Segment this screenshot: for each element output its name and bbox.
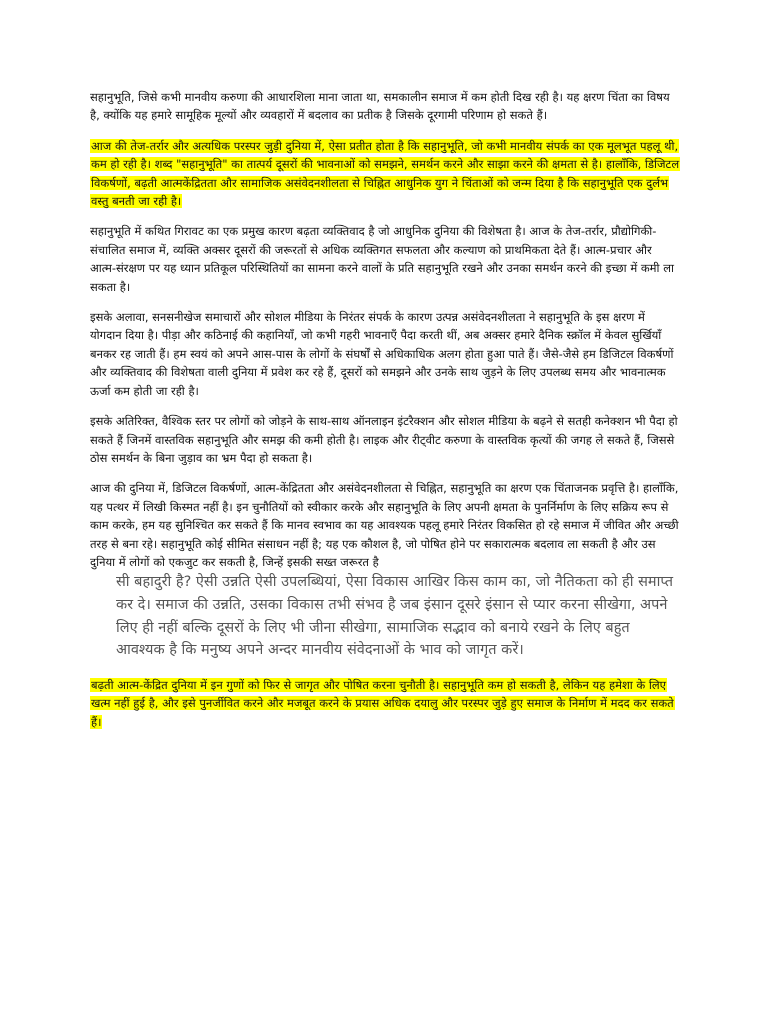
paragraph-final-highlighted [90, 676, 680, 731]
paragraph-desensitization [90, 308, 680, 400]
highlighted-text: आज की तेज-तर्रार और अत्यधिक परस्पर जुड़ी दुनिया में, ऐसा प्रतीत होता है कि सहानुभूति, जो कभी मानवीय संपर्क का एक मूलभूत पहलू थी, कम हो रही है। शब्द "सहानुभूति" का तात्पर्य दूसरों की भावनाओं को समझने, समर्थन करने और साझा करने की क्षमता से है। हालाँकि, डिजिटल विकर्षणों, बढ़ती आत्मकेंद्रितता और सामाजिक असंवेदनशीलता से चिह्नित आधुनिक युग ने चिंताओं को जन्म दिया है कि सहानुभूति एक दुर्लभ वस्तु बनती जा रही है। [91, 138, 680, 209]
paragraph-highlighted-context [90, 137, 680, 211]
paragraph-desensitization-text: इसके अलावा, सनसनीखेज समाचारों और सोशल मीडिया के निरंतर संपर्क के कारण उत्पन्न असंवेदनशीलता ने सहानुभूति के इस क्षरण में योगदान दिया है। पीड़ा और कठिनाई की कहानियाँ, जो कभी गहरी भावनाएँ पैदा करती थीं, अब अक्सर हमारे दैनिक स्क्रॉल में केवल सुर्खियाँ बनकर रह जाती हैं। हम स्वयं को अपने आस-पास के लोगों के संघर्षों से अधिकाधिक अलग होता हुआ पाते हैं। जैसे-जैसे हम डिजिटल विकर्षणों और व्यक्तिवाद की विशेषता वाली दुनिया में प्रवेश कर रहे हैं, दूसरों को समझने और उनके साथ जुड़ने के लिए उपलब्ध समय और भावनात्मक ऊर्जा कम होती जा रही है। [90, 310, 674, 398]
paragraph-individualism-text: सहानुभूति में कथित गिरावट का एक प्रमुख कारण बढ़ता व्यक्तिवाद है जो आधुनिक दुनिया की विशेषता है। आज के तेज-तर्रार, प्रौद्योगिकी-संचालित समाज में, व्यक्ति अक्सर दूसरों की जरूरतों से अधिक व्यक्तिगत सफलता और कल्याण को प्राथमिकता देते हैं। आत्म-प्रचार और आत्म-संरक्षण पर यह ध्यान प्रतिकूल परिस्थितियों का सामना करने वालों के प्रति सहानुभूति रखने और उनका समर्थन करने की इच्छा में कमी ला सकता है। [90, 224, 674, 294]
paragraph-conclusion-text: आज की दुनिया में, डिजिटल विकर्षणों, आत्म-केंद्रितता और असंवेदनशीलता से चिह्नित, सहानुभूति का क्षरण एक चिंताजनक प्रवृत्ति है। हालाँकि, यह पत्थर में लिखी किस्मत नहीं है। इन चुनौतियों को स्वीकार करके और सहानुभूति के लिए अपनी क्षमता के पुनर्निर्माण के लिए सक्रिय रूप से काम करके, हम यह सुनिश्चित कर सकते हैं कि मानव स्वभाव का यह आवश्यक पहलू हमारे निरंतर विकसित हो रहे समाज में जीवित और अच्छी तरह से बना रहे। सहानुभूति कोई सीमित संसाधन नहीं है; यह एक कौशल है, जो पोषित होने पर सकारात्मक बदलाव ला सकती है और उस दुनिया में लोगों को एकजुट कर सकती है, जिन्हें इसकी सख्त जरूरत है [90, 481, 679, 569]
inset-pasted-text [116, 571, 676, 675]
paragraph-online-interactions [90, 412, 680, 467]
paragraph-conclusion [90, 479, 680, 571]
paragraph-intro [90, 88, 680, 125]
final-highlighted-text: बढ़ती आत्म-केंद्रित दुनिया में इन गुणों को फिर से जागृत और पोषित करना चुनौती है। सहानुभूति कम हो सकती है, लेकिन यह हमेशा के लिए खत्म नहीं हुई है, और इसे पुनर्जीवित करने और मजबूत करने के प्रयास अधिक दयालु और परस्पर जुड़े हुए समाज के निर्माण में मदद कर सकते हैं। [91, 677, 674, 729]
paragraph-online-interactions-text: इसके अतिरिक्त, वैश्विक स्तर पर लोगों को जोड़ने के साथ-साथ ऑनलाइन इंटरैक्शन और सोशल मीडिया के बढ़ने से सतही कनेक्शन भी पैदा हो सकते हैं जिनमें वास्तविक सहानुभूति और समझ की कमी होती है। लाइक और रीट्वीट करुणा के वास्तविक कृत्यों की जगह ले सकते हैं, जिससे ठोस समर्थन के बिना जुड़ाव का भ्रम पैदा हो सकता है। [90, 414, 678, 465]
inset-text: सी बहादुरी है? ऐसी उन्नति ऐसी उपलब्धियां, ऐसा विकास आखिर किस काम का, जो नैतिकता को ही समाप्त कर दे। समाज की उन्नति, उसका विकास तभी संभव है जब इंसान दूसरे इंसान से प्यार करना सीखेगा, अपने लिए ही नहीं बल्कि दूसरों के लिए भी जीना सीखेगा, सामाजिक सद्भाव को बनाये रखने के लिए बहुत आवश्यक है कि मनुष्य अपने अन्दर मानवीय संवेदनाओं के भाव को जागृत करें। [116, 574, 674, 659]
paragraph-intro-text: सहानुभूति, जिसे कभी मानवीय करुणा की आधारशिला माना जाता था, समकालीन समाज में कम होती दिख रही है। यह क्षरण चिंता का विषय है, क्योंकि यह हमारे सामूहिक मूल्यों और व्यवहारों में बदलाव का प्रतीक है जिसके दूरगामी परिणाम हो सकते हैं। [90, 90, 670, 123]
document-page [90, 88, 680, 743]
paragraph-individualism [90, 222, 680, 296]
